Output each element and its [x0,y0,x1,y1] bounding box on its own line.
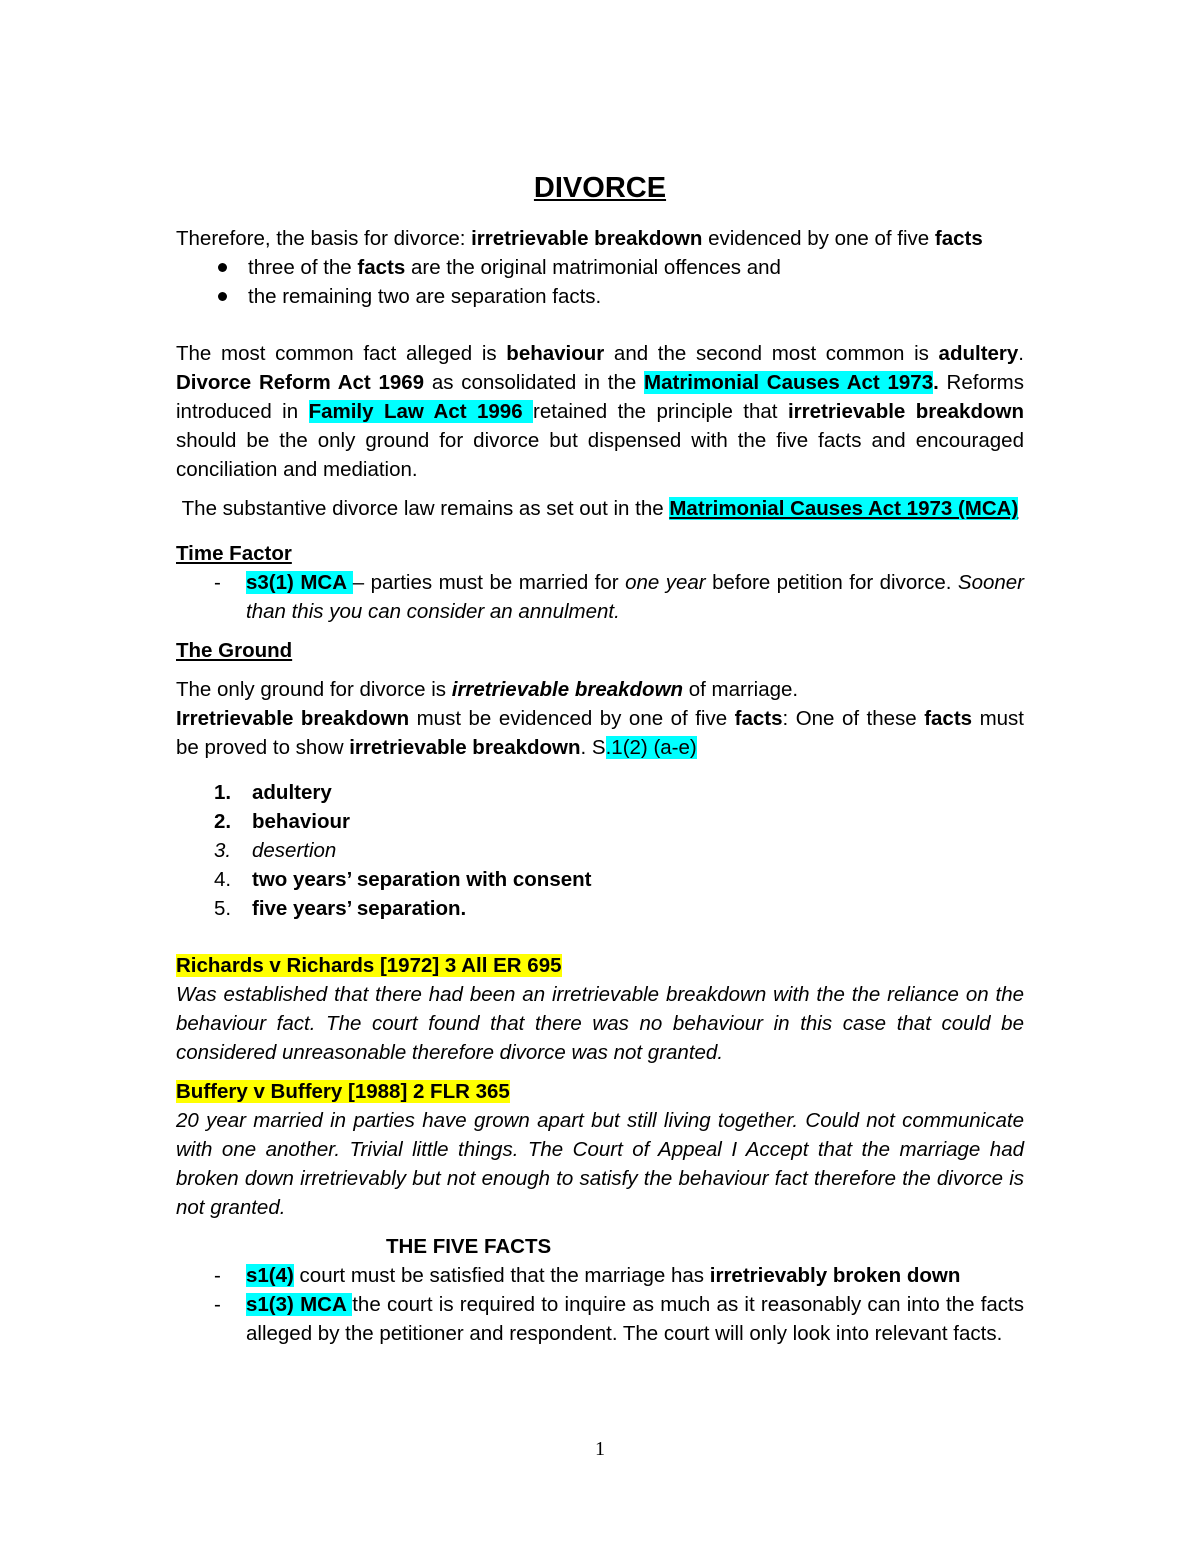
document-page [176,170,1024,1348]
document-title: DIVORCE [533,172,667,204]
case-name: Richards v Richards [1972] 3 All ER 695 [176,954,562,977]
ground-line-1: The only ground for divorce is irretrievable breakdown of marriage. [176,678,799,701]
bullet-item: three of the facts are the original matrimonial offences and [176,253,1024,282]
fact-item: 4. two years’ separation with consent [214,868,592,891]
statute-highlight: s3(1) MCA [246,571,353,594]
case-summary: Was established that there had been an irretrievable breakdown with the the reliance on the behaviour fact. The court found that there was no behaviour in this case that could be considered unreasonable therefore divorce was not granted. [176,983,1024,1064]
substantive-law-line: The substantive divorce law remains as set out in the Matrimonial Causes Act 1973 (MCA) [181,497,1019,520]
fact-item: 5. five years’ separation. [214,897,467,920]
bullet-icon [218,292,227,301]
background-paragraph: The most common fact alleged is behaviour and the second most common is adultery. Divorce Reform Act 1969 as consolidated in the Matrimonial Causes Act 1973. Reforms introduced in Family Law Act 1996 retained the principle that irretrievable breakdown should be the only ground for divorce but dispensed with the five facts and encouraged conciliation and mediation. [176,342,1024,481]
intro-bullet-list [176,253,1024,311]
statute-highlight: s1(4) [246,1264,294,1287]
page-number: 1 [595,1438,605,1460]
intro-paragraph: Therefore, the basis for divorce: irretrievable breakdown evidenced by one of five facts [176,227,983,250]
time-factor-heading: Time Factor [176,542,292,565]
statute-highlight: s1(3) MCA [246,1293,353,1316]
time-factor-item: - s3(1) MCA – parties must be married for one year before petition for divorce. Sooner than this you can consider an annulment. [214,571,1024,623]
statute-highlight: Matrimonial Causes Act 1973 (MCA) [669,497,1019,520]
fact-item: 3. desertion [214,839,337,862]
five-facts-item: - s1(4) court must be satisfied that the marriage has irretrievably broken down [214,1264,961,1287]
case-summary: 20 year married in parties have grown apart but still living together. Could not communicate with one another. Trivial little things. The Court of Appeal I Accept that the marriage had broken down irretrievably but not enough to satisfy the behaviour fact therefore the divorce is not granted. [176,1109,1024,1219]
ground-line-2: Irretrievable breakdown must be evidenced by one of five facts: One of these facts must be proved to show irretrievable breakdown. S.1(2) (a-e) [176,707,1024,759]
five-facts-heading: THE FIVE FACTS [386,1235,552,1258]
five-facts-list [176,778,1024,923]
statute-highlight: Matrimonial Causes Act 1973 [644,371,934,394]
statute-highlight: .1(2) (a-e) [605,736,697,759]
case-name: Buffery v Buffery [1988] 2 FLR 365 [176,1080,510,1103]
bullet-icon [218,263,227,272]
ground-heading: The Ground [176,639,293,662]
five-facts-item: - s1(3) MCA the court is required to inquire as much as it reasonably can into the facts alleged by the petitioner and respondent. The court will only look into relevant facts. [214,1293,1024,1345]
statute-highlight: Family Law Act 1996 [308,400,534,423]
bullet-item: the remaining two are separation facts. [176,282,1024,311]
fact-item: 1. adultery [214,781,332,804]
fact-item: 2. behaviour [214,810,350,833]
